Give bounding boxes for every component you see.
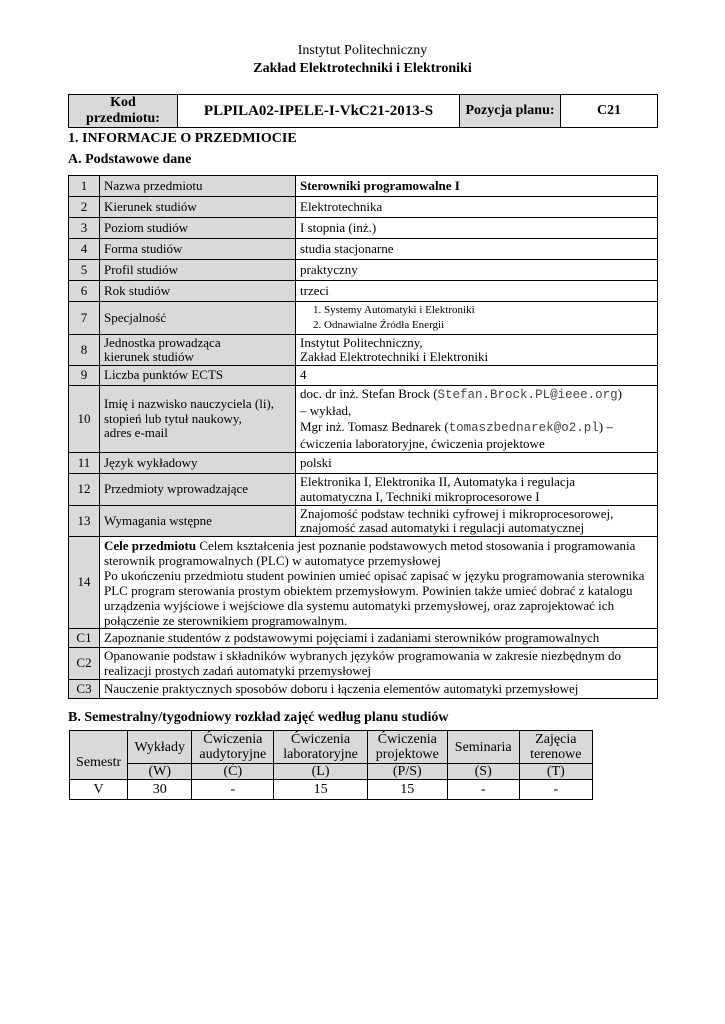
semester-header: Semestr	[70, 731, 128, 780]
table-row	[69, 239, 658, 260]
row-value: 4	[296, 366, 658, 386]
paren: ) –	[598, 419, 613, 434]
unit-cell: (P/S)	[367, 764, 447, 780]
teacher-role: ćwiczenia laboratoryjne, ćwiczenia projektowe	[300, 436, 545, 451]
row-value: studia stacjonarne	[296, 239, 658, 260]
objective-c2	[100, 648, 658, 680]
table-row	[69, 506, 658, 537]
hours-cell: -	[519, 780, 592, 800]
column-header	[519, 731, 592, 764]
row-number: 13	[69, 506, 100, 537]
row-label: Liczba punktów ECTS	[100, 366, 296, 386]
unit-cell: (S)	[447, 764, 519, 780]
table-row	[69, 537, 658, 629]
table-row	[69, 386, 658, 453]
course-code-table	[68, 94, 658, 128]
table-row	[70, 780, 593, 800]
table-row	[69, 197, 658, 218]
value-line: Opanowanie podstaw i składników wybranych języków programowania w zakresie niezbędnym do	[104, 648, 621, 663]
column-header	[128, 731, 192, 764]
plan-position-label: Pozycja planu:	[460, 95, 561, 128]
unit-cell: (W)	[128, 764, 192, 780]
column-header	[192, 731, 274, 764]
row-label: Język wykładowy	[100, 453, 296, 474]
value-line: Znajomość podstaw techniki cyfrowej i mikroprocesorowej,	[300, 505, 614, 521]
value-line: realizacji prostych zadań automatyki przemysłowej	[104, 662, 372, 678]
row-label	[100, 335, 296, 366]
teachers-cell	[296, 386, 658, 453]
objectives-text: Po ukończeniu przedmiotu student powinien umieć opisać zapisać w języku programowania sterownika PLC program sterowania prostym obiektem przemysłowym. Powinien także umieć dobrać z katalogu urządzenia wyjściowe i wejściowe dla systemu automatyki przemysłowej, oraz zaprojektować ich połączenie ze sterownikiem programowalnym.	[104, 567, 645, 628]
section-a-title: A. Podstawowe dane	[68, 152, 192, 167]
table-row	[69, 629, 658, 648]
semester-value: V	[70, 780, 128, 800]
row-number: 6	[69, 281, 100, 302]
course-objectives	[100, 537, 658, 629]
header-line: audytoryjne	[199, 747, 267, 762]
table-row	[69, 366, 658, 386]
row-value	[296, 506, 658, 537]
plan-position-value: C21	[561, 95, 658, 128]
header-line: terenowe	[530, 747, 582, 762]
header-line: Ćwiczenia	[377, 732, 437, 747]
teacher-name: Mgr inż. Tomasz Bednarek (	[300, 419, 449, 434]
hours-cell: 15	[367, 780, 447, 800]
table-row	[69, 648, 658, 680]
department-name: Zakład Elektrotechniki i Elektroniki	[253, 61, 472, 76]
row-number: C1	[69, 629, 100, 648]
row-label	[100, 386, 296, 453]
row-number: 11	[69, 453, 100, 474]
row-value: praktyczny	[296, 260, 658, 281]
course-code-value: PLPILA02-IPELE-I-VkC21-2013-S	[178, 95, 460, 128]
row-label: Poziom studiów	[100, 218, 296, 239]
label-line: kierunek studiów	[104, 349, 194, 364]
teacher-1	[300, 386, 653, 403]
paren: )	[617, 386, 622, 401]
hours-cell: 15	[274, 780, 368, 800]
table-row	[70, 731, 593, 764]
column-header	[274, 731, 368, 764]
table-row	[69, 474, 658, 506]
row-label: Kierunek studiów	[100, 197, 296, 218]
table-row	[69, 453, 658, 474]
row-label: Nazwa przedmiotu	[100, 176, 296, 197]
teacher-role: – wykład,	[300, 403, 352, 418]
value-line: automatyczna I, Techniki mikroprocesorowe I	[300, 488, 540, 504]
value-line: Elektronika I, Elektronika II, Automatyka i regulacja	[300, 474, 576, 489]
document-header	[0, 42, 725, 78]
label-line: adres e-mail	[104, 425, 168, 441]
label-line: Jednostka prowadząca	[104, 334, 221, 350]
header-line: projektowe	[375, 747, 439, 762]
section-b-title: B. Semestralny/tygodniowy rozkład zajęć według planu studiów	[68, 710, 449, 725]
header-line: Seminaria	[454, 739, 512, 755]
unit-cell: (L)	[274, 764, 368, 780]
row-number: C2	[69, 648, 100, 680]
row-value: Elektrotechnika	[296, 197, 658, 218]
unit-cell: (Ć)	[192, 764, 274, 780]
row-number: 2	[69, 197, 100, 218]
row-value: I stopnia (inż.)	[296, 218, 658, 239]
objective-c1: Zapoznanie studentów z podstawowymi pojęciami i zadaniami sterowników programowalnych	[100, 629, 658, 648]
table-row	[69, 218, 658, 239]
row-number: C3	[69, 680, 100, 699]
row-value	[296, 474, 658, 506]
row-number: 5	[69, 260, 100, 281]
section-1-title: 1. INFORMACJE O PRZEDMIOCIE	[68, 131, 297, 146]
row-number: 10	[69, 386, 100, 453]
column-header	[447, 731, 519, 764]
row-value: trzeci	[296, 281, 658, 302]
objective-c3: Nauczenie praktycznych sposobów doboru i łączenia elementów automatyki przemysłowej	[100, 680, 658, 699]
hours-cell: 30	[128, 780, 192, 800]
row-number: 4	[69, 239, 100, 260]
hours-cell: -	[447, 780, 519, 800]
basic-data-table	[68, 175, 658, 699]
value-line: Instytut Politechniczny,	[300, 334, 423, 350]
row-number: 9	[69, 366, 100, 386]
institute-name: Instytut Politechniczny	[297, 43, 428, 58]
specialization-list	[300, 303, 653, 333]
row-label: Specjalność	[100, 302, 296, 335]
course-name: Sterowniki programowalne I	[296, 176, 658, 197]
row-number: 7	[69, 302, 100, 335]
row-label: Przedmioty wprowadzające	[100, 474, 296, 506]
header-line: Wykłady	[134, 739, 185, 755]
course-code-label: Kod przedmiotu:	[69, 95, 178, 128]
row-label: Rok studiów	[100, 281, 296, 302]
table-row	[69, 680, 658, 699]
row-number: 1	[69, 176, 100, 197]
header-line: Ćwiczenia	[203, 732, 263, 747]
row-value: polski	[296, 453, 658, 474]
table-row	[69, 281, 658, 302]
table-row	[69, 260, 658, 281]
table-row	[69, 176, 658, 197]
table-row	[70, 764, 593, 780]
objectives-text: Celem kształcenia jest poznanie podstawowych metod stosowania i programowania sterownik programowalnych (PLC) w automatyce przemysłowej	[104, 537, 636, 568]
header-line: laboratoryjne	[283, 747, 358, 762]
label-line: Imię i nazwisko nauczyciela (li),	[104, 396, 275, 412]
row-value	[296, 335, 658, 366]
unit-cell: (T)	[519, 764, 592, 780]
table-row	[69, 335, 658, 366]
value-line: znajomość zasad automatyki i regulacji automatycznej	[300, 520, 585, 535]
row-label: Forma studiów	[100, 239, 296, 260]
objectives-title: Cele przedmiotu	[104, 537, 197, 553]
teacher-name: doc. dr inż. Stefan Brock (	[300, 386, 438, 401]
row-label: Profil studiów	[100, 260, 296, 281]
table-row	[69, 302, 658, 335]
schedule-table	[69, 730, 593, 800]
value-line: Zakład Elektrotechniki i Elektroniki	[300, 349, 489, 364]
row-number: 8	[69, 335, 100, 366]
header-line: Ćwiczenia	[291, 732, 351, 747]
teacher-2	[300, 419, 653, 436]
email-link[interactable]: Stefan.Brock.PL@ieee.org	[437, 388, 618, 402]
row-number: 14	[69, 537, 100, 629]
specialization-list-cell	[296, 302, 658, 335]
row-number: 3	[69, 218, 100, 239]
column-header	[367, 731, 447, 764]
hours-cell: -	[192, 780, 274, 800]
row-number: 12	[69, 474, 100, 506]
list-item: 1. Systemy Automatyki i Elektroniki	[324, 303, 653, 318]
label-line: stopień lub tytuł naukowy,	[104, 410, 242, 426]
row-label: Wymagania wstępne	[100, 506, 296, 537]
list-item: 2. Odnawialne Źródła Energii	[324, 318, 653, 333]
email-link[interactable]: tomaszbednarek@o2.pl	[448, 421, 599, 435]
header-line: Zajęcia	[535, 732, 577, 747]
